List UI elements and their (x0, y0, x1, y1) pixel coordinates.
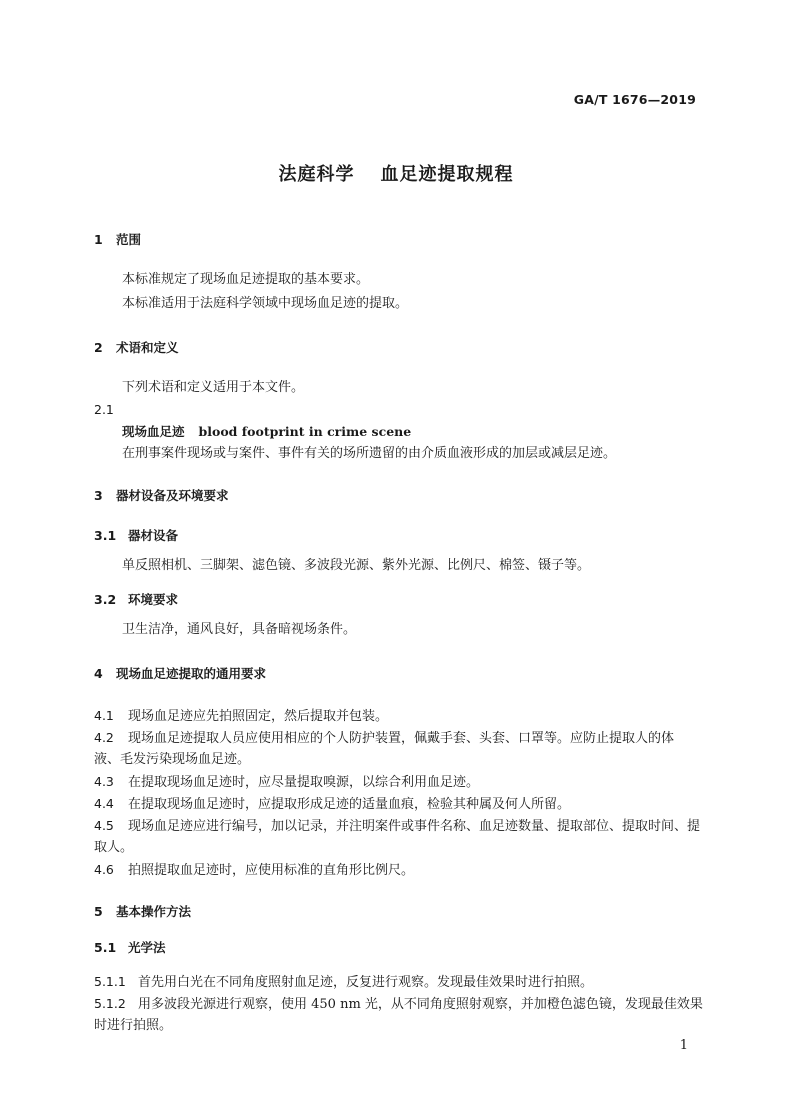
term-definition: 在刑事案件现场或与案件、事件有关的场所遗留的由介质血液形成的加层或减层足迹。 (122, 446, 617, 461)
title-part-2: 血足迹提取规程 (380, 164, 514, 185)
term-entry (122, 422, 411, 442)
clause-4-5: 4.5 现场血足迹应进行编号，加以记录，并注明案件或事件名称、血足迹数量、提取部位、提取时间、提 (94, 818, 701, 834)
term-chinese: 现场血足迹 (122, 424, 185, 439)
title-part-1: 法庭科学 (278, 164, 355, 185)
clause-5-1-1: 5.1.1 首先用白光在不同角度照射血足迹，反复进行观察。发现最佳效果时进行拍照。 (94, 974, 594, 990)
section-3-heading: 3 器材设备及环境要求 (94, 488, 229, 503)
clause-4-6: 4.6 拍照提取血足迹时，应使用标准的直角形比例尺。 (94, 862, 415, 878)
section-2-heading: 2 术语和定义 (94, 340, 179, 355)
section-5-heading: 5 基本操作方法 (94, 904, 192, 919)
section-2-paragraph: 下列术语和定义适用于本文件。 (122, 380, 305, 395)
section-1-paragraph-1: 本标准规定了现场血足迹提取的基本要求。 (122, 272, 370, 287)
clause-3-2-text: 卫生洁净，通风良好，具备暗视场条件。 (122, 622, 357, 637)
section-1-heading: 1 范围 (94, 232, 142, 247)
clause-5-1-heading: 5.1 光学法 (94, 940, 166, 955)
clause-3-1-text: 单反照相机、三脚架、滤色镜、多波段光源、紫外光源、比例尺、棉签、镊子等。 (122, 558, 591, 573)
document-title (0, 160, 792, 186)
standard-code: GA/T 1676—2019 (573, 92, 696, 107)
clause-3-1-heading: 3.1 器材设备 (94, 528, 179, 543)
term-english: blood footprint in crime scene (198, 424, 412, 439)
section-1-paragraph-2: 本标准适用于法庭科学领域中现场血足迹的提取。 (122, 296, 409, 311)
clause-4-2-continuation: 液、毛发污染现场血足迹。 (94, 752, 251, 767)
clause-4-5-continuation: 取人。 (94, 840, 134, 855)
clause-4-3: 4.3 在提取现场血足迹时，应尽量提取嗅源，以综合利用血足迹。 (94, 774, 480, 790)
clause-5-1-2-continuation: 时进行拍照。 (94, 1018, 173, 1033)
clause-2-1-number: 2.1 (94, 402, 114, 417)
page-number: 1 (679, 1038, 688, 1053)
clause-4-2: 4.2 现场血足迹提取人员应使用相应的个人防护装置，佩戴手套、头套、口罩等。应防止提取人的体 (94, 730, 675, 746)
clause-4-4: 4.4 在提取现场血足迹时，应提取形成足迹的适量血痕，检验其种属及何人所留。 (94, 796, 571, 812)
clause-4-1: 4.1 现场血足迹应先拍照固定，然后提取并包装。 (94, 708, 389, 724)
clause-3-2-heading: 3.2 环境要求 (94, 592, 179, 607)
section-4-heading: 4 现场血足迹提取的通用要求 (94, 666, 267, 681)
clause-5-1-2: 5.1.2 用多波段光源进行观察，使用 450 nm 光，从不同角度照射观察，并加橙色滤色镜，发现最佳效果 (94, 996, 703, 1012)
